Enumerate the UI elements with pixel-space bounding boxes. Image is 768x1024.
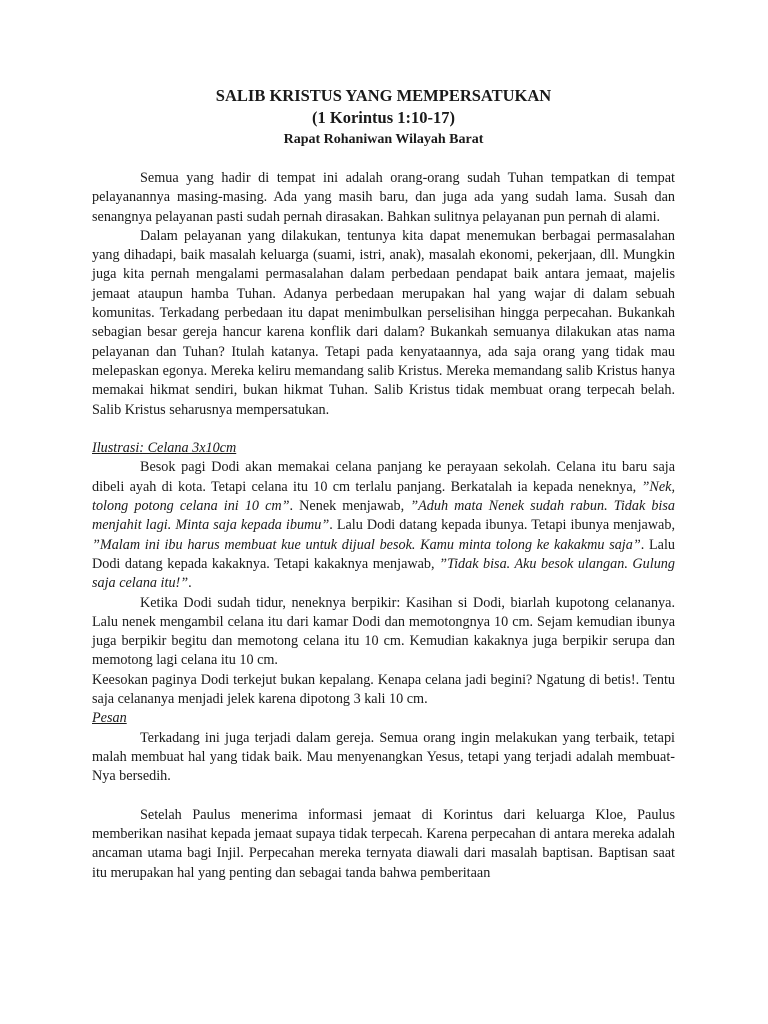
- story-text: Besok pagi Dodi akan memakai celana panjang ke perayaan sekolah. Celana itu baru saja dibeli ayah di kota. Tetapi celana itu 10 cm terlalu panjang. Berkatalah ia kepada neneknya,: [92, 459, 675, 495]
- closing-paragraph: Setelah Paulus menerima informasi jemaat di Korintus dari keluarga Kloe, Paulus memberikan nasihat kepada jemaat supaya tidak terpecah. Karena perpecahan di antara mereka adalah ancaman utama bagi Injil. Perpecahan mereka ternyata diawali dari masalah baptisan. Baptisan saat itu merupakan hal yang penting dan sebagai tanda bahwa pemberitaan: [92, 806, 675, 881]
- document-title: SALIB KRISTUS YANG MEMPERSATUKAN: [215, 86, 552, 105]
- title-block: [92, 86, 675, 150]
- illustration-paragraph-3: Keesokan paginya Dodi terkejut bukan kepalang. Kenapa celana jadi begini? Ngatung di betis!. Tentu saja celananya menjadi jelek karena dipotong 3 kali 10 cm.: [92, 671, 675, 708]
- message-heading: [92, 709, 675, 728]
- story-text: . Lalu Dodi datang kepada kakaknya. Tetapi kakaknya menjawab,: [92, 536, 675, 572]
- illustration-label: Ilustrasi: Celana 3x10cm: [92, 440, 237, 457]
- intro-paragraph-1: Semua yang hadir di tempat ini adalah orang-orang sudah Tuhan tempatkan di tempat pelayanannya masing-masing. Ada yang masih baru, dan juga ada yang sudah lama. Susah dan senangnya pelayanan pasti sudah pernah dirasakan. Bahkan sulitnya pelayanan pun pernah di alami.: [92, 170, 675, 225]
- quote-to-grandma: ”Nek, tolong potong celana ini 10 cm”: [92, 478, 675, 515]
- meeting-name: Rapat Rohaniwan Wilayah Barat: [283, 132, 484, 147]
- document-body: [92, 169, 675, 883]
- illustration-paragraph-2: Ketika Dodi sudah tidur, neneknya berpikir: Kasihan si Dodi, biarlah kupotong celananya. Lalu nenek mengambil celana itu dari kamar Dodi dan memotongnya 10 cm. Sejam kemudian ibunya juga berpikir begitu dan memotong celana itu 10 cm. Kemudian kakaknya juga berpikir serupa dan memotong lagi celana itu 10 cm.: [92, 594, 675, 669]
- message-paragraph: Terkadang ini juga terjadi dalam gereja. Semua orang ingin melakukan yang terbaik, tetapi malah membuat hal yang tidak baik. Mau menyenangkan Yesus, tetapi yang terjadi adalah membuat-Nya bersedih.: [92, 729, 675, 785]
- spacer: [92, 420, 675, 439]
- quote-grandma-reply: ”Aduh mata Nenek sudah rabun. Tidak bisa menjahit lagi. Minta saja kepada ibumu”: [92, 498, 675, 534]
- quote-sibling-reply: ”Tidak bisa. Aku besok ulangan. Gulung saja celana itu!”: [92, 555, 675, 592]
- intro-paragraph-2: Dalam pelayanan yang dilakukan, tentunya kita dapat menemukan berbagai permasalahan yang dihadapi, baik masalah keluarga (suami, istri, anak), masalah ekonomi, pekerjaan, dll. Mungkin juga kita pernah mengalami permasalahan dalam perbedaan pendapat baik antara jemaat, majelis jemaat ataupun hamba Tuhan. Adanya perbedaan merupakan hal yang wajar di dalam sebuah komunitas. Terkadang perbedaan itu dapat menimbulkan perselisihan hingga perpecahan. Bukankah sebagian besar gereja hancur karena konflik dari dalam? Bukankah semuanya dilakukan atas nama pelayanan dan Tuhan? Itulah katanya. Tetapi pada kenyataannya, ada saja orang yang tidak mau melepaskan egonya. Mereka keliru memandang salib Kristus. Mereka memandang salib Kristus hanya memakai hikmat sendiri, bukan hikmat Tuhan. Salib Kristus tidak membuat orang terpecah belah. Salib Kristus seharusnya mempersatukan.: [92, 227, 675, 418]
- story-text: .: [188, 575, 192, 592]
- story-text: . Nenek menjawab,: [289, 498, 411, 515]
- story-text: . Lalu Dodi datang kepada ibunya. Tetapi ibunya menjawab,: [329, 517, 675, 534]
- document-page: [92, 86, 675, 883]
- message-label: Pesan: [92, 710, 127, 727]
- spacer: [92, 787, 675, 806]
- scripture-reference: (1 Korintus 1:10-17): [312, 108, 455, 127]
- quote-mother-reply: ”Malam ini ibu harus membuat kue untuk dijual besok. Kamu minta tolong ke kakakmu saja”: [92, 536, 641, 553]
- illustration-paragraph-1: [92, 458, 675, 593]
- illustration-heading: [92, 439, 675, 458]
